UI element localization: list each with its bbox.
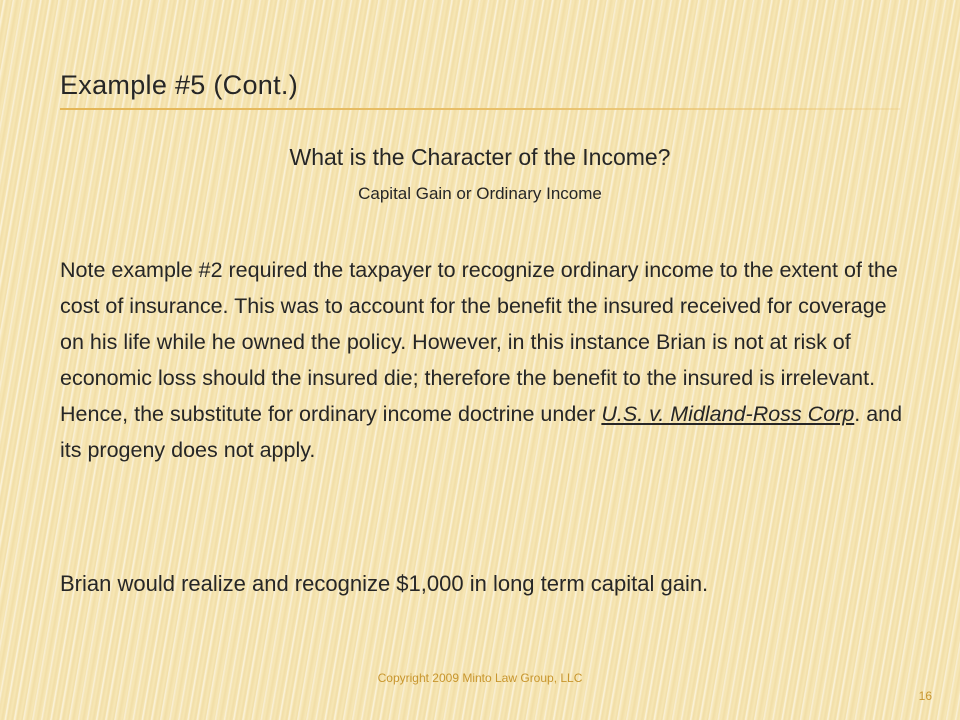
question-subheading: Capital Gain or Ordinary Income — [358, 184, 602, 203]
explanation-text-before-case: Note example #2 required the taxpayer to recognize ordinary income to the extent of the cost of insurance. This was to account for the benefit the insured received for coverage on his life while he owned the policy. However, in this instance Brian is not at risk of economic loss should the insured die; therefore the benefit to the insured is irrelevant. Hence, the substitute for ordinary income doctrine under — [60, 258, 898, 426]
copyright-footer: Copyright 2009 Minto Law Group, LLC — [377, 671, 583, 685]
question-heading: What is the Character of the Income? — [289, 144, 671, 170]
slide-title: Example #5 (Cont.) — [60, 70, 298, 100]
page-number: 16 — [918, 689, 932, 703]
explanation-paragraph — [60, 252, 906, 468]
conclusion-text: Brian would realize and recognize $1,000 in long term capital gain. — [60, 571, 709, 596]
case-citation-link[interactable]: U.S. v. Midland-Ross Corp — [601, 402, 855, 426]
title-underline-rule — [60, 108, 900, 110]
explanation-text-after-case: . and its progeny does not apply. — [60, 402, 903, 462]
